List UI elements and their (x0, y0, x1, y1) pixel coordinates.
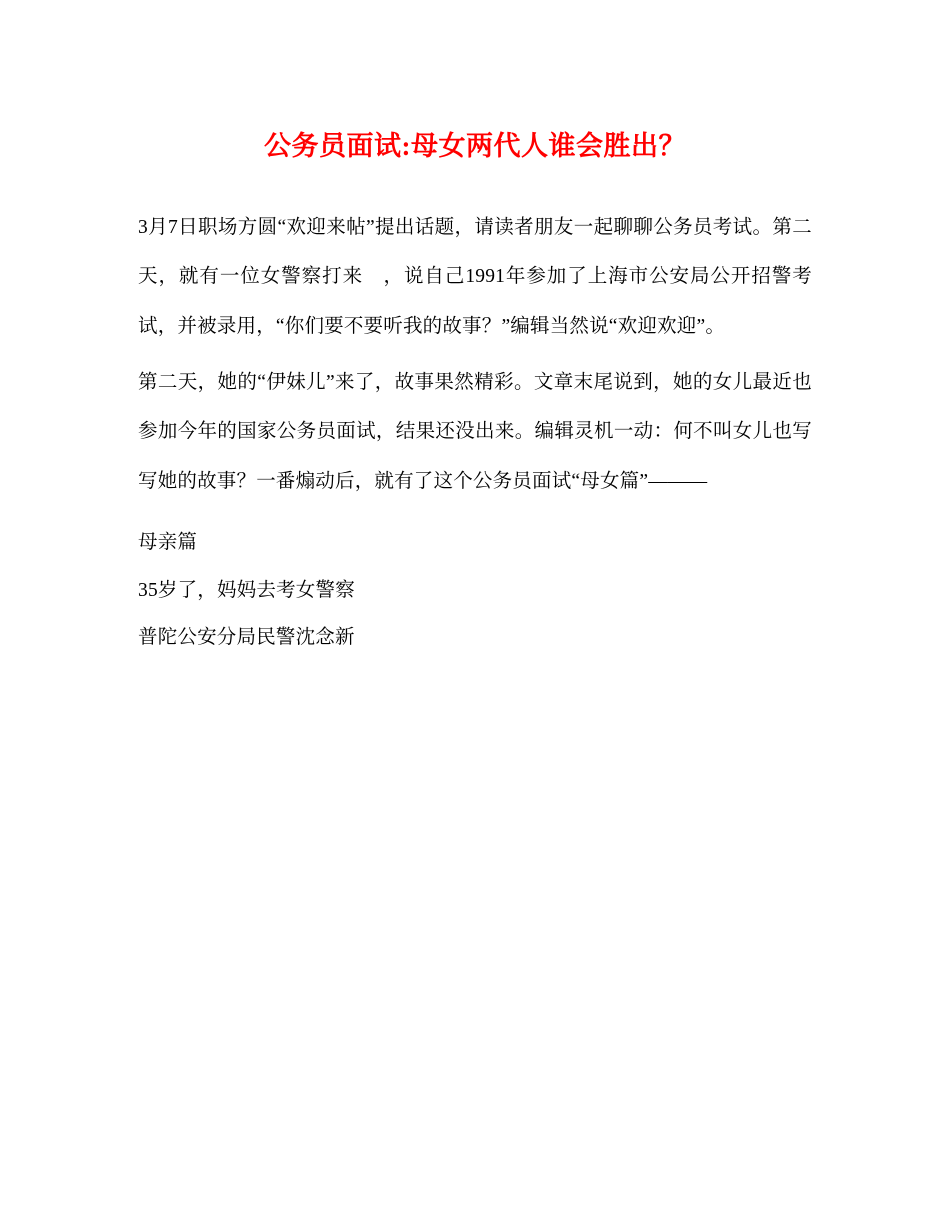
byline-author: 普陀公安分局民警沈念新 (138, 627, 355, 649)
subheading-age: 35岁了，妈妈去考女警察 (138, 579, 355, 601)
paragraph-story: 第二天，她的“伊妹儿”来了，故事果然精彩。文章末尾说到，她的女儿最近也参加今年的国家公务员面试，结果还没出来。编辑灵机一动：何不叫女儿也写写她的故事？一番煽动后，就有了这个公务员面试“母女篇”——— (138, 371, 812, 493)
section-heading-mother: 母亲篇 (138, 531, 198, 553)
page-title: 公务员面试:母女两代人谁会胜出？ (264, 131, 686, 161)
paragraph-intro: 3月7日职场方圆“欢迎来帖”提出话题，请读者朋友一起聊聊公务员考试。第二天，就有一位女警察打来 ，说自己1991年参加了上海市公安局公开招警考试，并被录用，“你们要不要听我的故事？”编辑当然说“欢迎欢迎”。 (138, 216, 812, 337)
